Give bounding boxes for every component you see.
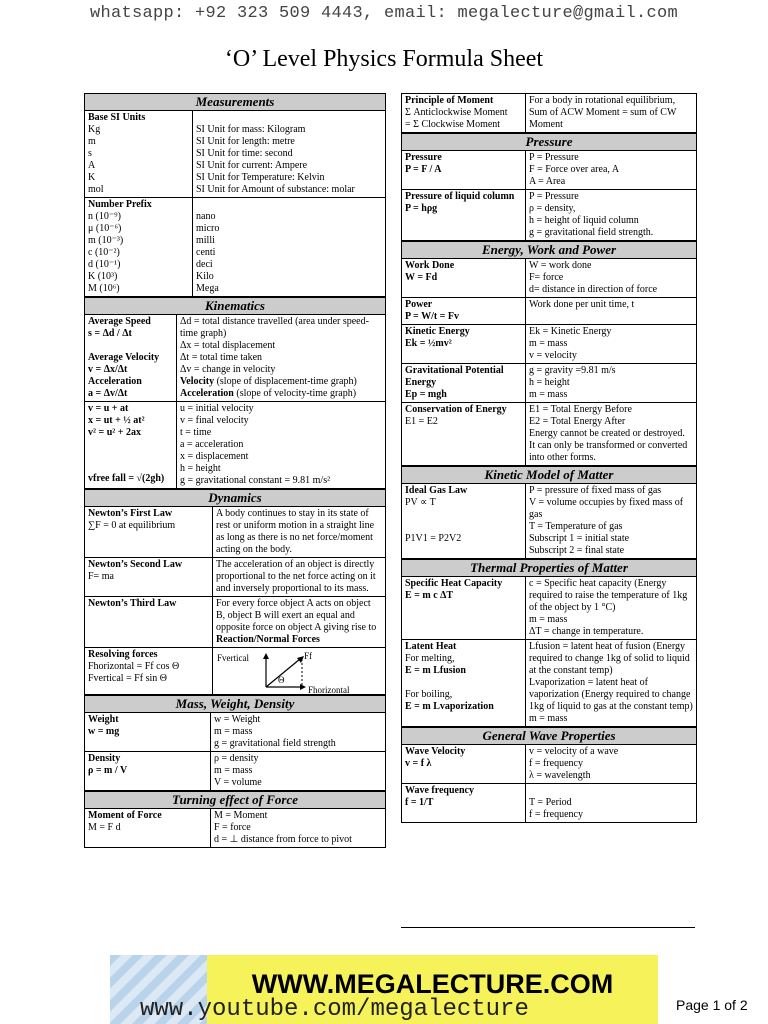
suvat-equations bbox=[88, 403, 173, 439]
section-kinematics: Kinematics bbox=[85, 297, 385, 315]
prefix-names bbox=[196, 211, 382, 295]
kinetic-energy-row bbox=[402, 325, 696, 364]
gpe-definition: h = height bbox=[529, 377, 570, 388]
conservation-definition: E2 = Total Energy After bbox=[529, 416, 626, 427]
shc-label: Specific Heat Capacity bbox=[405, 578, 503, 589]
wave-velocity-definitions bbox=[526, 745, 696, 783]
kinematics-variable: t = time bbox=[180, 427, 212, 438]
base-si-descriptions bbox=[196, 124, 382, 196]
contact-line: whatsapp: +92 323 509 4443, email: megalecture@gmail.com bbox=[89, 4, 679, 23]
acceleration-formula: a = Δv/Δt bbox=[88, 388, 128, 399]
ideal-gas-definition: T = Temperature of gas bbox=[529, 521, 623, 532]
free-fall-formula: vfree fall = √(2gh) bbox=[88, 473, 165, 484]
second-law-label: Newton’s Second Law bbox=[88, 559, 183, 570]
conservation-formula: E1 = E2 bbox=[405, 416, 438, 427]
pressure-definition: P = Pressure bbox=[529, 152, 579, 163]
weight-label: Weight bbox=[88, 714, 119, 725]
section-dynamics: Dynamics bbox=[85, 489, 385, 507]
gpe-row bbox=[402, 364, 696, 403]
density-definition: V = volume bbox=[214, 777, 262, 788]
moment-of-force-row bbox=[85, 809, 385, 847]
suvat-equation: x = ut + ½ at² bbox=[88, 415, 145, 426]
page-number: Page 1 of 2 bbox=[676, 997, 748, 1013]
power-label: Power bbox=[405, 299, 433, 310]
power-formula: P = W/t = Fv bbox=[405, 311, 459, 322]
prefix-name: Mega bbox=[196, 283, 219, 294]
boiling-label: For boiling, bbox=[405, 689, 453, 700]
kinematics-variable: h = height bbox=[180, 463, 221, 474]
latent-label: Latent Heat bbox=[405, 641, 457, 652]
second-law-formula: F= ma bbox=[88, 571, 114, 582]
avg-velocity-formula: v = Δx/Δt bbox=[88, 364, 128, 375]
weight-definition: g = gravitational field strength bbox=[214, 738, 336, 749]
latent-definition: Lvaporization = latent heat of vaporization (Energy required to change 1kg of liquid to gas at the constant temp) bbox=[529, 677, 693, 712]
ideal-gas-definition: V = volume occupies by fixed mass of gas bbox=[529, 497, 684, 520]
density-row bbox=[85, 752, 385, 791]
first-law-label: Newton’s First Law bbox=[88, 508, 173, 519]
prefix-symbol: K (10³) bbox=[88, 271, 118, 282]
number-prefix bbox=[85, 198, 385, 297]
liquid-pressure-formula: P = hρg bbox=[405, 203, 438, 214]
kinematics-definition: Δx = total displacement bbox=[180, 340, 276, 351]
wave-velocity-definition: λ = wavelength bbox=[529, 770, 591, 781]
shc-formula: E = m c ΔT bbox=[405, 590, 454, 601]
work-definition: d= distance in direction of force bbox=[529, 284, 658, 295]
conservation-definition: Energy cannot be created or destroyed. It can only be transformed or converted into other forms. bbox=[529, 428, 688, 463]
resolving-forces bbox=[85, 648, 385, 695]
ke-definition: m = mass bbox=[529, 338, 568, 349]
pressure-definitions bbox=[526, 151, 696, 189]
conservation-definition: E1 = Total Energy Before bbox=[529, 404, 632, 415]
kinematics-variable: a = acceleration bbox=[180, 439, 244, 450]
liquid-pressure-definition: h = height of liquid column bbox=[529, 215, 639, 226]
wave-velocity-formula: v = f λ bbox=[405, 758, 432, 769]
density-definition: ρ = density bbox=[214, 753, 259, 764]
avg-velocity-label: Average Velocity bbox=[88, 352, 160, 363]
section-waves: General Wave Properties bbox=[402, 727, 696, 745]
ideal-gas-row bbox=[402, 484, 696, 559]
wave-frequency-definition: T = Period bbox=[529, 797, 572, 808]
base-unit-description: SI Unit for Temperature: Kelvin bbox=[196, 172, 325, 183]
base-unit-description: SI Unit for current: Ampere bbox=[196, 160, 308, 171]
section-mass-weight-density: Mass, Weight, Density bbox=[85, 695, 385, 713]
shc-definitions bbox=[526, 577, 696, 639]
gpe-definition: m = mass bbox=[529, 389, 568, 400]
wave-frequency-formula: f = 1/T bbox=[405, 797, 434, 808]
pressure-definition: F = Force over area, A bbox=[529, 164, 620, 175]
boyle-formula: P1V1 = P2V2 bbox=[405, 533, 462, 544]
weight-formula: w = mg bbox=[88, 726, 120, 737]
moment-definition: F = force bbox=[214, 822, 251, 833]
prefix-symbol: c (10⁻²) bbox=[88, 247, 120, 258]
density-label: Density bbox=[88, 753, 121, 764]
work-definition: F= force bbox=[529, 272, 564, 283]
moment-label: Moment of Force bbox=[88, 810, 162, 821]
force-triangle-icon bbox=[216, 649, 376, 693]
moment-formula: M = F d bbox=[88, 822, 121, 833]
work-formula: W = Fd bbox=[405, 272, 438, 283]
suvat-equation: v² = u² + 2ax bbox=[88, 427, 141, 438]
reaction-forces: Reaction/Normal Forces bbox=[216, 634, 320, 645]
shc-row bbox=[402, 577, 696, 640]
ideal-gas-definitions bbox=[526, 484, 696, 558]
work-definition: W = work done bbox=[529, 260, 592, 271]
principle-of-moment bbox=[402, 94, 696, 133]
work-definitions bbox=[526, 259, 696, 297]
suvat-equation: v = u + at bbox=[88, 403, 129, 414]
wave-frequency-definitions bbox=[529, 797, 693, 821]
prefix-name: Kilo bbox=[196, 271, 214, 282]
liquid-pressure-definition: P = Pressure bbox=[529, 191, 579, 202]
power-row bbox=[402, 298, 696, 325]
wave-velocity-label: Wave Velocity bbox=[405, 746, 466, 757]
wave-velocity-definition: v = velocity of a wave bbox=[529, 746, 619, 757]
moment-definitions bbox=[211, 809, 385, 847]
kinematics-definition: Δv = change in velocity bbox=[180, 364, 276, 375]
ideal-gas-definition: Subscript 2 = final state bbox=[529, 545, 625, 556]
work-label: Work Done bbox=[405, 260, 455, 271]
prefix-name: micro bbox=[196, 223, 220, 234]
density-definition: m = mass bbox=[214, 765, 253, 776]
shc-definition: ΔT = change in temperature. bbox=[529, 626, 644, 637]
diag-vertical-label: Fvertical bbox=[217, 653, 249, 663]
liquid-pressure-row bbox=[402, 190, 696, 241]
newtons-first-law bbox=[85, 507, 385, 558]
kinematics-averages bbox=[85, 315, 385, 402]
weight-definitions bbox=[211, 713, 385, 751]
principle-line1: Σ Anticlockwise Moment bbox=[405, 107, 508, 118]
resolving-vertical: Fvertical = Ff sin Θ bbox=[88, 673, 167, 684]
latent-heat-row bbox=[402, 640, 696, 727]
principle-description: For a body in rotational equilibrium, Sum of ACW Moment = sum of CW Moment bbox=[529, 95, 677, 130]
base-unit-description: SI Unit for Amount of substance: molar bbox=[196, 184, 355, 195]
prefix-name: milli bbox=[196, 235, 215, 246]
gpe-definition: g = gravity =9.81 m/s bbox=[529, 365, 616, 376]
moment-definition: M = Moment bbox=[214, 810, 268, 821]
conservation-label: Conservation of Energy bbox=[405, 404, 507, 415]
diag-f-label: Ff bbox=[304, 651, 313, 661]
base-si-heading: Base SI Units bbox=[88, 112, 146, 123]
base-unit-symbol: m bbox=[88, 136, 96, 147]
boiling-formula: E = m Lvaporization bbox=[405, 701, 494, 712]
section-energy: Energy, Work and Power bbox=[402, 241, 696, 259]
wave-frequency-label: Wave frequency bbox=[405, 785, 474, 796]
first-law-description: A body continues to stay in its state of rest or uniform motion in a straight line as long as there is no net force/moment acting on the body. bbox=[216, 508, 375, 555]
kinematics-variable: x = displacement bbox=[180, 451, 249, 462]
newtons-second-law bbox=[85, 558, 385, 597]
right-bottom-rule bbox=[401, 927, 695, 928]
pressure-label: Pressure bbox=[405, 152, 442, 163]
acceleration-slope: Acceleration (slope of velocity-time graph) bbox=[180, 388, 357, 399]
shc-definition: m = mass bbox=[529, 614, 568, 625]
ke-definition: Ek = Kinetic Energy bbox=[529, 326, 612, 337]
base-unit-symbol: mol bbox=[88, 184, 104, 195]
prefix-symbol: M (10⁶) bbox=[88, 283, 120, 294]
diag-horizontal-label: Fhorizontal bbox=[308, 685, 350, 693]
velocity-slope: Velocity (slope of displacement-time graph) bbox=[180, 376, 357, 387]
base-unit-symbol: Kg bbox=[88, 124, 101, 135]
power-definition: Work done per unit time, t bbox=[529, 299, 635, 310]
gpe-formula: Ep = mgh bbox=[405, 389, 447, 400]
kinematics-definition: Δd = total distance travelled (area under speed-time graph) bbox=[180, 316, 369, 339]
wave-frequency-row bbox=[402, 784, 696, 822]
ke-definition: v = velocity bbox=[529, 350, 577, 361]
left-column bbox=[84, 93, 386, 848]
section-measurements: Measurements bbox=[85, 94, 385, 111]
wave-frequency-definition: f = frequency bbox=[529, 809, 583, 820]
prefix-symbol: n (10⁻⁹) bbox=[88, 211, 121, 222]
base-si-units bbox=[85, 111, 385, 198]
weight-definition: m = mass bbox=[214, 726, 253, 737]
latent-definition: Lfusion = latent heat of fusion (Energy required to change 1kg of solid to liquid at the constant temp) bbox=[529, 641, 690, 676]
brand-link[interactable]: WWW.MEGALECTURE.COM bbox=[251, 969, 614, 999]
ke-definitions bbox=[526, 325, 696, 363]
melting-formula: E = m Lfusion bbox=[405, 665, 466, 676]
weight-definition: w = Weight bbox=[214, 714, 261, 725]
section-kinetic-model: Kinetic Model of Matter bbox=[402, 466, 696, 484]
base-si-symbols bbox=[88, 124, 189, 196]
latent-definition: m = mass bbox=[529, 713, 568, 724]
liquid-pressure-definition: ρ = density, bbox=[529, 203, 576, 214]
pressure-formula: P = F / A bbox=[405, 164, 442, 175]
first-law-formula: ∑F = 0 at equilibrium bbox=[88, 520, 176, 531]
second-law-description: The acceleration of an object is directly proportional to the net force acting on it and inversely proportional to its mass. bbox=[216, 559, 376, 594]
avg-speed-label: Average Speed bbox=[88, 316, 151, 327]
pressure-definition: A = Area bbox=[529, 176, 566, 187]
wave-velocity-row bbox=[402, 745, 696, 784]
ideal-gas-formula: PV ∝ T bbox=[405, 497, 436, 508]
work-done-row bbox=[402, 259, 696, 298]
youtube-link[interactable]: www.youtube.com/megalecture bbox=[140, 996, 529, 1023]
density-formula: ρ = m / V bbox=[88, 765, 128, 776]
kinematics-definitions bbox=[180, 316, 382, 376]
prefix-symbols bbox=[88, 211, 189, 295]
base-unit-symbol: A bbox=[88, 160, 96, 171]
latent-definitions bbox=[526, 640, 696, 726]
kinematics-equations bbox=[85, 402, 385, 489]
density-definitions bbox=[211, 752, 385, 790]
prefix-name: nano bbox=[196, 211, 216, 222]
prefix-symbol: m (10⁻³) bbox=[88, 235, 124, 246]
shc-definition: c = Specific heat capacity (Energy required to raise the temperature of 1kg of the object by 1 °C) bbox=[529, 578, 688, 613]
acceleration-label: Acceleration bbox=[88, 376, 142, 387]
pressure-row bbox=[402, 151, 696, 190]
diag-theta-label: Θ bbox=[278, 675, 285, 685]
ideal-gas-definition: P = pressure of fixed mass of gas bbox=[529, 485, 662, 496]
kinematics-variables bbox=[180, 403, 382, 487]
base-unit-symbol: s bbox=[88, 148, 92, 159]
base-unit-description: SI Unit for mass: Kilogram bbox=[196, 124, 306, 135]
liquid-pressure-definition: g = gravitational field strength. bbox=[529, 227, 654, 238]
conservation-row bbox=[402, 403, 696, 466]
base-unit-description: SI Unit for length: metre bbox=[196, 136, 295, 147]
force-diagram bbox=[216, 649, 382, 693]
section-pressure: Pressure bbox=[402, 133, 696, 151]
ideal-gas-label: Ideal Gas Law bbox=[405, 485, 468, 496]
third-law-label: Newton’s Third Law bbox=[88, 598, 177, 609]
ideal-gas-definition: Subscript 1 = initial state bbox=[529, 533, 630, 544]
liquid-pressure-label: Pressure of liquid column bbox=[405, 191, 515, 202]
page-title: ‘O’ Level Physics Formula Sheet bbox=[224, 46, 544, 72]
right-column bbox=[401, 93, 697, 823]
third-law-description: For every force object A acts on object B, object B will exert an equal and opposite force on object A giving rise to bbox=[216, 598, 377, 633]
ke-formula: Ek = ½mv² bbox=[405, 338, 452, 349]
kinematics-variable: g = gravitational constant = 9.81 m/s² bbox=[180, 475, 331, 486]
gpe-label: Gravitational Potential Energy bbox=[405, 365, 504, 388]
resolving-horizontal: Fhorizontal = Ff cos Θ bbox=[88, 661, 180, 672]
melting-label: For melting, bbox=[405, 653, 455, 664]
kinematics-definition: Δt = total time taken bbox=[180, 352, 263, 363]
prefix-name: deci bbox=[196, 259, 213, 270]
prefix-symbol: μ (10⁻⁶) bbox=[88, 223, 122, 234]
base-unit-symbol: K bbox=[88, 172, 96, 183]
moment-definition: d = ⊥ distance from force to pivot bbox=[214, 834, 352, 845]
wave-velocity-definition: f = frequency bbox=[529, 758, 583, 769]
liquid-pressure-definitions bbox=[526, 190, 696, 240]
resolving-label: Resolving forces bbox=[88, 649, 158, 660]
kinematics-variable: u = initial velocity bbox=[180, 403, 254, 414]
conservation-definitions bbox=[526, 403, 696, 465]
prefix-heading: Number Prefix bbox=[88, 199, 152, 210]
prefix-name: centi bbox=[196, 247, 216, 258]
base-unit-description: SI Unit for time: second bbox=[196, 148, 293, 159]
principle-line2: = Σ Clockwise Moment bbox=[405, 119, 501, 130]
section-thermal: Thermal Properties of Matter bbox=[402, 559, 696, 577]
avg-speed-formula: s = Δd / Δt bbox=[88, 328, 132, 339]
weight-row bbox=[85, 713, 385, 752]
ke-label: Kinetic Energy bbox=[405, 326, 470, 337]
gpe-definitions bbox=[526, 364, 696, 402]
newtons-third-law bbox=[85, 597, 385, 648]
section-turning-effect: Turning effect of Force bbox=[85, 791, 385, 809]
prefix-symbol: d (10⁻¹) bbox=[88, 259, 121, 270]
kinematics-variable: v = final velocity bbox=[180, 415, 249, 426]
principle-label: Principle of Moment bbox=[405, 95, 494, 106]
